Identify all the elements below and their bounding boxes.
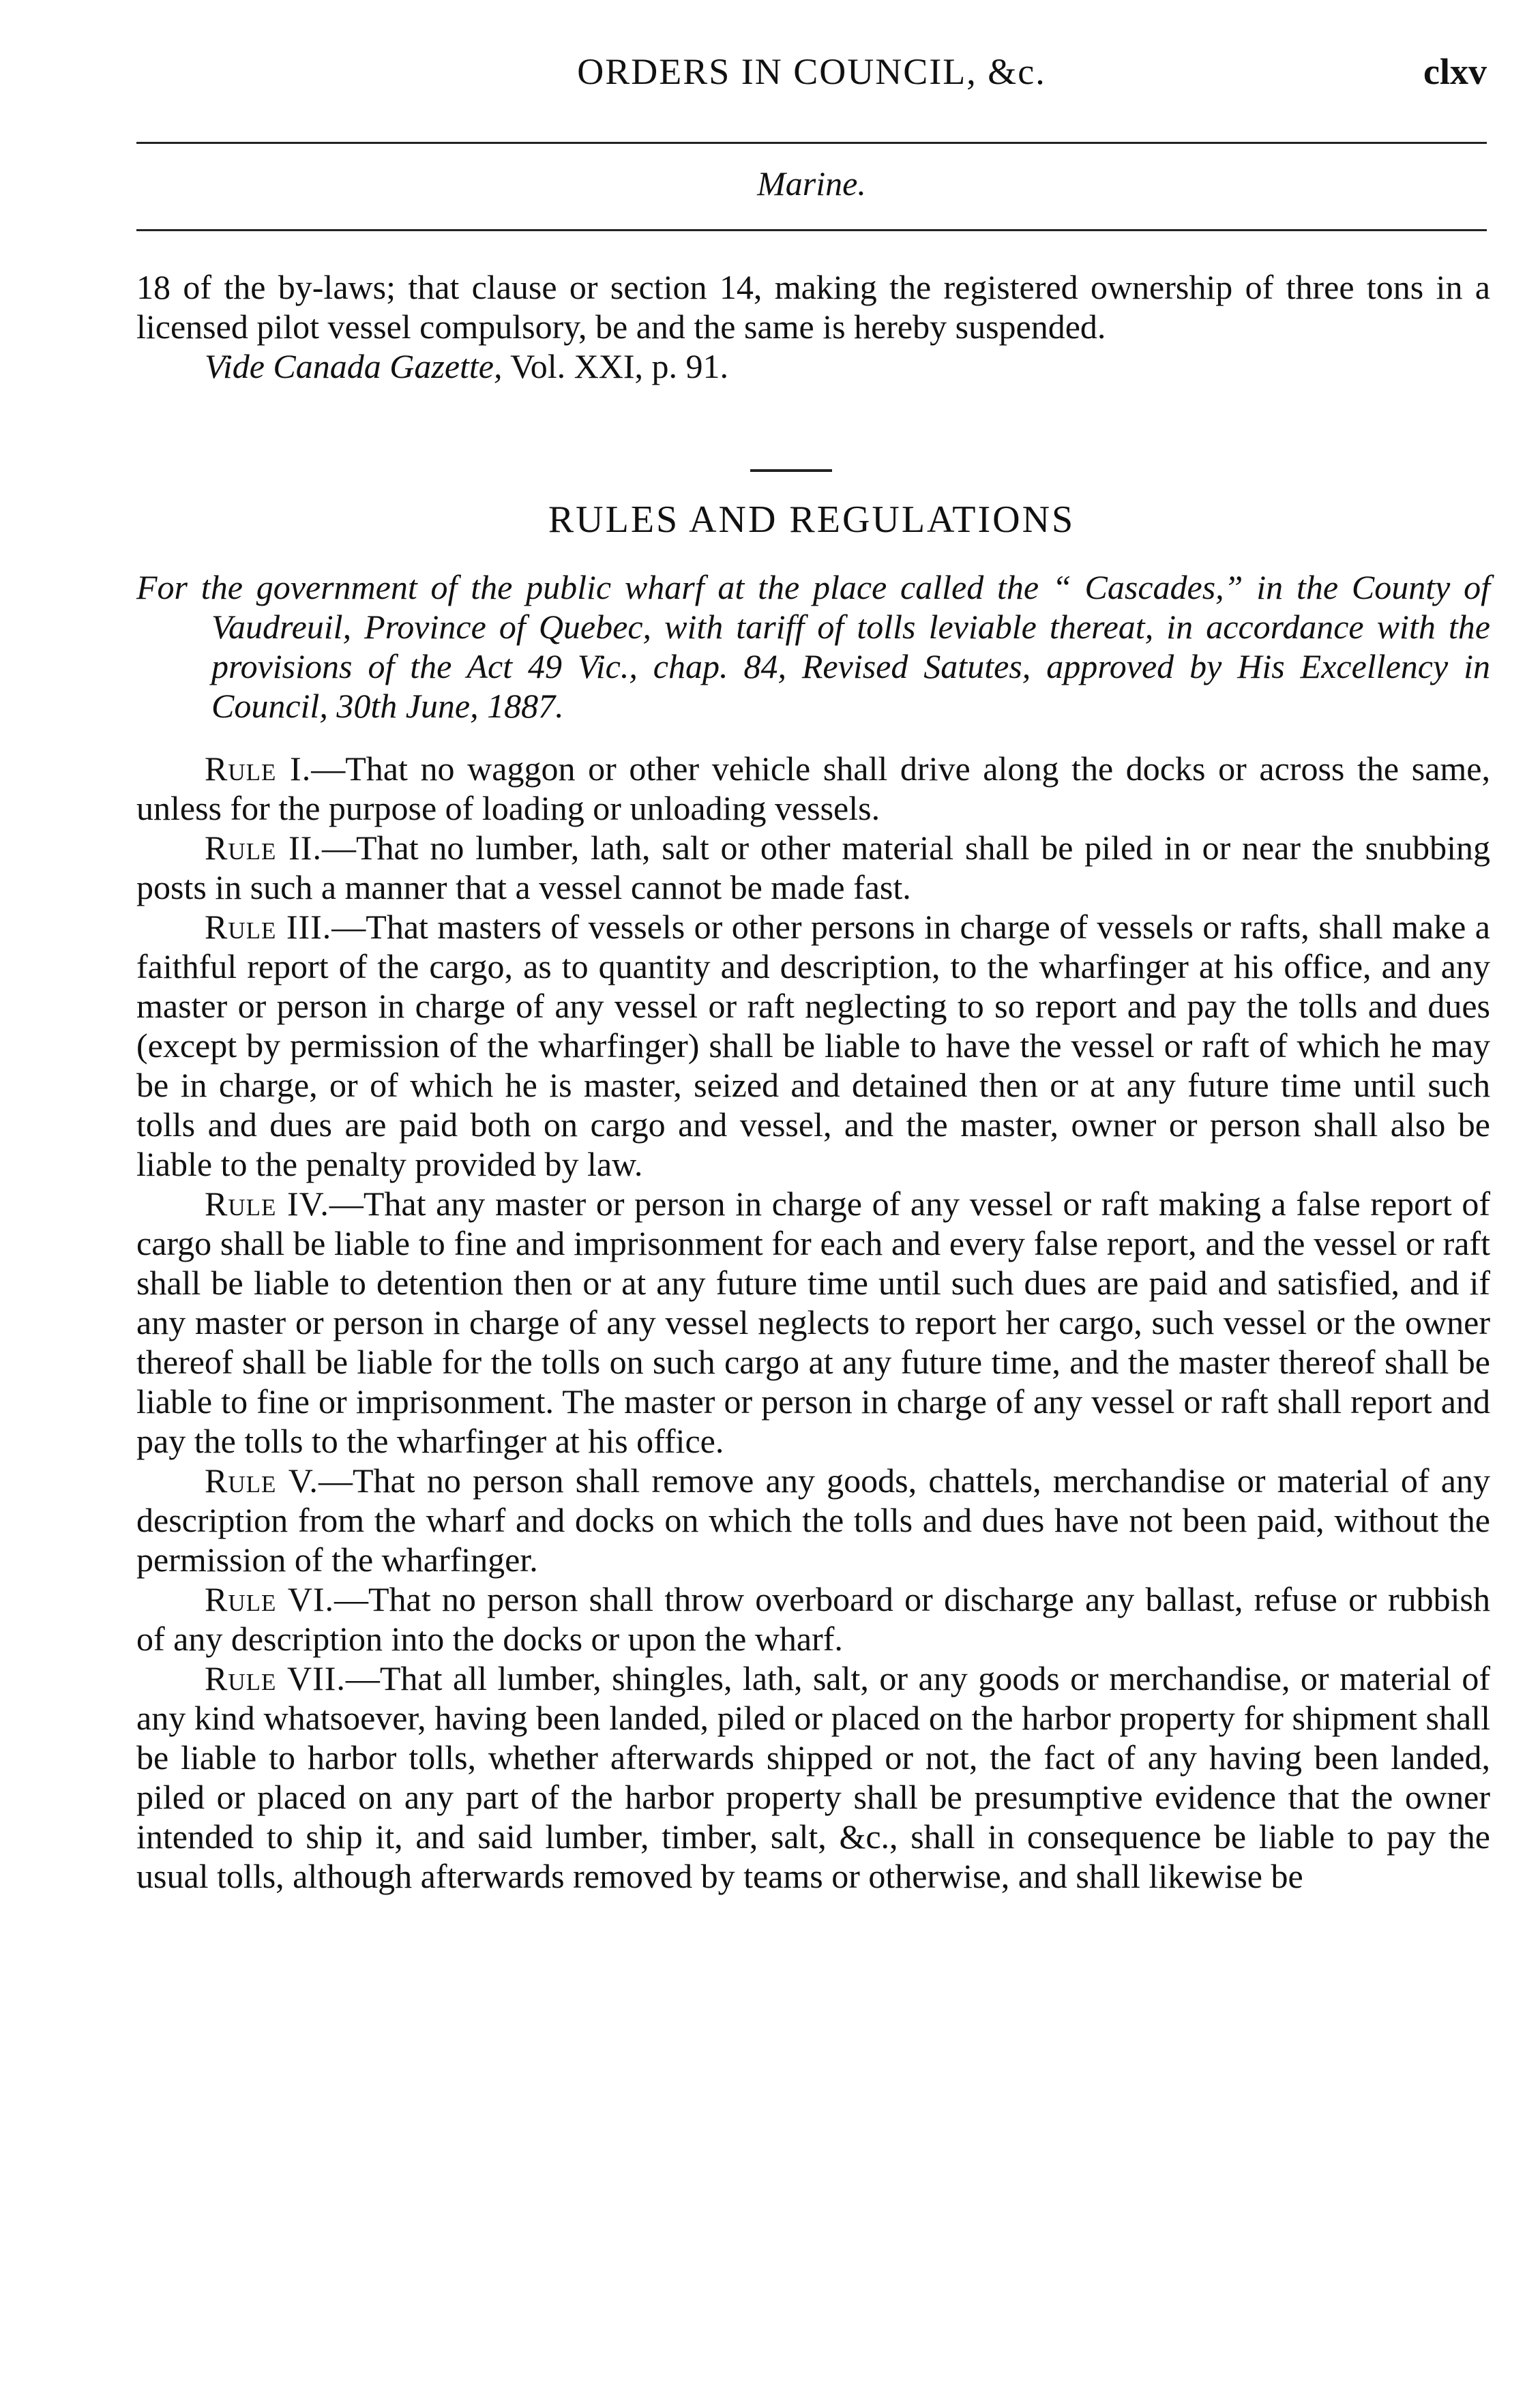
continuation-text: 18 of the by-laws; that clause or section 14, making the registered ownership of three tons in a licensed pilot vessel compulsory, be and the same is hereby suspended.	[136, 268, 1490, 346]
citation-italic: Vide Canada Gazette,	[205, 347, 503, 385]
rule-number: Rule II.	[205, 829, 322, 867]
rule-text: —That no person shall remove any goods, chattels, merchandise or material of any description from the wharf and docks on which the tolls and dues have not been paid, without the permission of the wharfinger.	[136, 1461, 1490, 1579]
rule-text: —That masters of vessels or other persons in charge of vessels or rafts, shall make a faithful report of the cargo, as to quantity and description, to the wharfinger at his office, and any master or person in charge of any vessel or raft neglecting to so report and pay the tolls and dues (except by permission of the wharfinger) shall be liable to have the vessel or raft of which he may be in charge, or of which he is master, seized and detained then or at any future time until such tolls and dues are paid both on cargo and vessel, and the master, owner or person shall also be liable to the penalty provided by law.	[136, 908, 1491, 1183]
rule-text: —That all lumber, shingles, lath, salt, or any goods or merchandise, or material of any kind whatsoever, having been landed, piled or placed on the harbor property for shipment shall be liable to harbor tolls, whether afterwards shipped or not, the fact of any having been landed, piled or placed on any part of the harbor property shall be presumptive evidence that the owner intended to ship it, and said lumber, timber, salt, &c., shall in consequence be liable to pay the usual tolls, although afterwards removed by teams or otherwise, and shall likewise be	[136, 1659, 1491, 1895]
rule-paragraph-4	[136, 1184, 1490, 1461]
preamble-paragraph: For the government of the public wharf at the place called the “ Cascades,” in the County of Vaudreuil, Province of Quebec, with tariff of tolls leviable thereat, in accordance with the provisions of the Act 49 Vic., chap. 84, Revised Satutes, approved by His Excellency in Council, 30th June, 1887.	[136, 568, 1490, 725]
rule-paragraph-1	[136, 749, 1490, 828]
continuation-paragraph	[136, 267, 1490, 386]
section-label: Marine.	[757, 164, 866, 203]
rule-paragraph-5	[136, 1461, 1490, 1579]
running-head	[136, 50, 1487, 105]
rule-text: —That any master or person in charge of any vessel or raft making a false report of cargo shall be liable to fine and imprisonment for each and every false report, and the vessel or raft shall be liable to detention then or at any future time until such dues are paid and satisfied, and if any master or person in charge of any vessel neglects to report her cargo, such vessel or the owner thereof shall be liable for the tolls on such cargo at any future time, and the master thereof shall be liable to fine or imprisonment. The master or person in charge of any vessel or raft shall report and pay the tolls to the wharfinger at his office.	[136, 1185, 1490, 1460]
citation-volume: Vol. XXI, p. 91.	[502, 347, 729, 385]
rule-paragraph-6	[136, 1579, 1490, 1659]
rule-number: Rule I.	[205, 749, 312, 788]
rule-text: —That no person shall throw overboard or discharge any ballast, refuse or rubbish of any description into the docks or upon the wharf.	[136, 1580, 1490, 1658]
gazette-citation	[136, 346, 1490, 386]
header-rule-bottom	[136, 229, 1487, 231]
rule-number: Rule VI.	[205, 1580, 334, 1618]
rule-number: Rule III.	[205, 908, 332, 946]
rule-number: Rule VII.	[205, 1659, 346, 1697]
rule-text: —That no waggon or other vehicle shall drive along the docks or across the same, unless for the purpose of loading or unloading vessels.	[136, 749, 1490, 827]
rule-paragraph-2	[136, 828, 1490, 907]
rule-paragraph-7	[136, 1659, 1490, 1896]
rule-number: Rule IV.	[205, 1185, 329, 1223]
section-divider	[750, 469, 832, 472]
rule-number: Rule V.	[205, 1461, 319, 1500]
rule-text: —That no lumber, lath, salt or other material shall be piled in or near the snubbing posts in such a manner that a vessel cannot be made fast.	[136, 829, 1491, 906]
rule-paragraph-3	[136, 907, 1490, 1184]
section-heading: RULES AND REGULATIONS	[548, 499, 1076, 541]
header-rule-top	[136, 142, 1487, 144]
rules-list	[136, 749, 1490, 1896]
page-number: clxv	[1423, 51, 1487, 92]
running-title: ORDERS IN COUNCIL, &c.	[577, 51, 1046, 92]
